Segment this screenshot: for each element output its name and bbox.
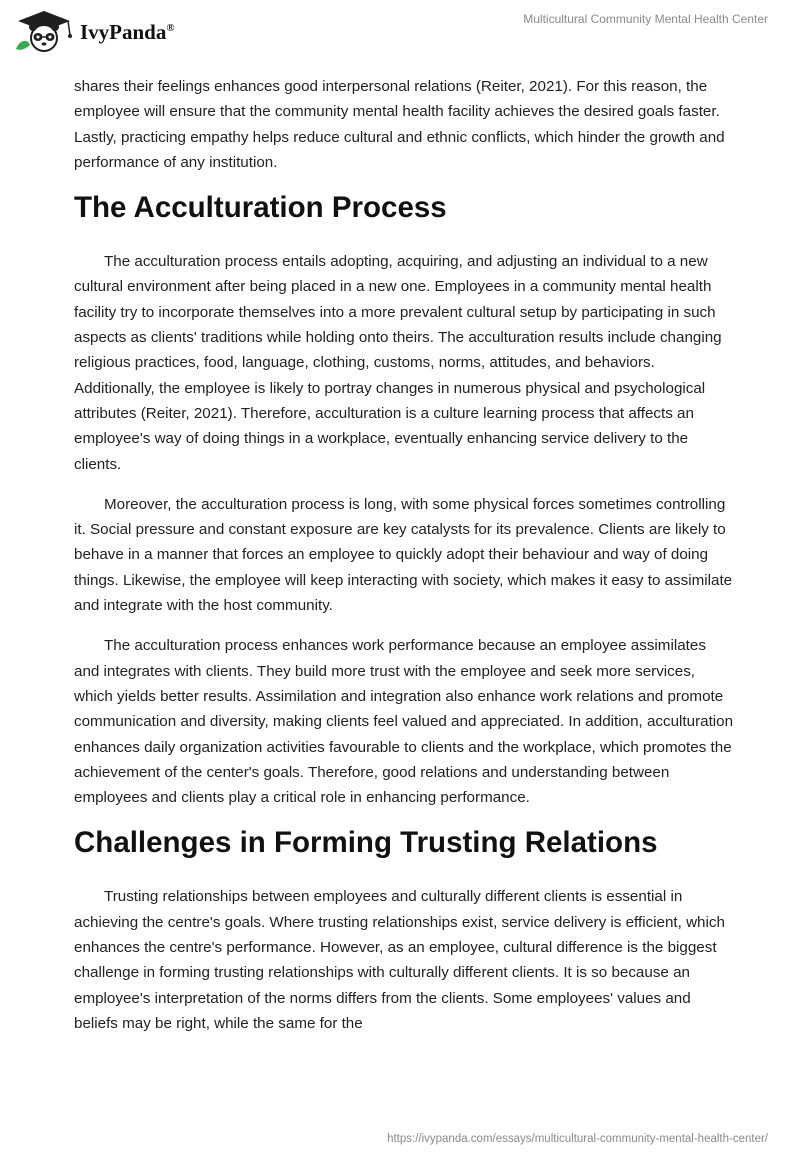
panda-logo-icon[interactable] (14, 9, 78, 53)
page-header (0, 0, 800, 70)
section-heading-acculturation: The Acculturation Process (74, 191, 447, 225)
running-title: Multicultural Community Mental Health Center (523, 12, 768, 26)
essay-content (74, 74, 734, 1051)
brand-name[interactable]: IvyPanda® (80, 20, 175, 44)
paragraph: The acculturation process enhances work performance because an employee assimilates and integrates with clients. They build more trust with the employee and seek more services, which yields better results. Assimilation and integration also enhance work relations and promote communication and diversity, making clients feel valued and appreciated. In addition, acculturation enhances daily organization activities favourable to clients and the workplace, which promotes the achievement of the center's goals. Therefore, good relations and understanding between employees and clients play a critical role in enhancing performance. (74, 637, 734, 807)
section-heading-challenges: Challenges in Forming Trusting Relations (74, 826, 658, 860)
paragraph: Moreover, the acculturation process is long, with some physical forces sometimes controlling it. Social pressure and constant exposure are key catalysts for its prevalence. Clients are likely to behave in a manner that forces an employee to quickly adopt their behaviour and way of doing things. Likewise, the employee will keep interacting with society, which makes it easy to assimilate and integrate with the host community. (74, 495, 733, 615)
source-url[interactable]: https://ivypanda.com/essays/multicultural-community-mental-health-center/ (387, 1133, 768, 1145)
paragraph: shares their feelings enhances good interpersonal relations (Reiter, 2021). For this reason, the employee will ensure that the community mental health facility achieves the desired goals faster. Lastly, practicing empathy helps reduce cultural and ethnic conflicts, which hinder the growth and performance of any institution. (74, 78, 725, 171)
paragraph: The acculturation process entails adopting, acquiring, and adjusting an individual to a new cultural environment after being placed in a new one. Employees in a community mental health facility try to incorporate themselves into a more prevalent cultural setup by participating in such aspects as clients' traditions while holding onto theirs. The acculturation results include changing religious practices, food, language, clothing, customs, norms, attitudes, and behaviors. Additionally, the employee is likely to portray changes in numerous physical and psychological attributes (Reiter, 2021). Therefore, acculturation is a culture learning process that affects an employee's way of doing things in a workplace, eventually enhancing service delivery to the clients. (74, 253, 722, 473)
paragraph: Trusting relationships between employees and culturally different clients is essential in achieving the centre's goals. Where trusting relationships exist, service delivery is efficient, which enhances the centre's performance. However, as an employee, cultural difference is the biggest challenge in forming trusting relationships with culturally different clients. It is so because an employee's interpretation of the norms differs from the clients. Some employees' values and beliefs may be right, while the same for the (74, 888, 725, 1032)
